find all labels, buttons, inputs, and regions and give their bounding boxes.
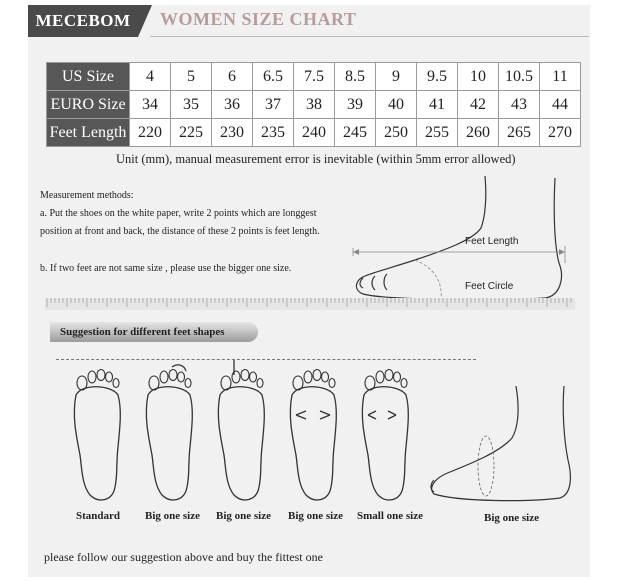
shape-label-standard: Standard (76, 510, 121, 522)
size-cell: 42 (458, 91, 499, 119)
size-cell: 11 (540, 63, 581, 91)
side-foot-illustration (420, 380, 580, 505)
size-cell: 8.5 (335, 63, 376, 91)
foot-measure-illustration (345, 168, 575, 303)
foot-shapes-illustration (60, 355, 420, 505)
feet-circle-label: Feet Circle (465, 281, 514, 292)
size-cell: 255 (417, 119, 458, 147)
shape-label-big-2: Big one size (216, 510, 271, 522)
size-row (47, 119, 581, 147)
size-cell: 6 (212, 63, 253, 91)
size-cell: 6.5 (253, 63, 294, 91)
size-cell: 5 (171, 63, 212, 91)
shape-label-side-big: Big one size (484, 512, 539, 524)
feet-length-label: Feet Length (465, 236, 519, 247)
size-cell: 38 (294, 91, 335, 119)
size-cell: 34 (130, 91, 171, 119)
measurement-step-b: b. If two feet are not same size , please use the bigger one size. (40, 263, 292, 274)
size-table (46, 62, 581, 147)
size-row-label: EURO Size (47, 91, 130, 119)
size-cell: 10.5 (499, 63, 540, 91)
shape-label-big-3: Big one size (288, 510, 343, 522)
size-cell: 260 (458, 119, 499, 147)
size-cell: 225 (171, 119, 212, 147)
size-cell: 36 (212, 91, 253, 119)
title-divider (150, 36, 589, 37)
size-row-label: Feet Length (47, 119, 130, 147)
size-cell: 9.5 (417, 63, 458, 91)
size-cell: 240 (294, 119, 335, 147)
size-cell: 44 (540, 91, 581, 119)
suggestion-banner: Suggestion for different feet shapes (50, 322, 258, 342)
shape-label-big-1: Big one size (145, 510, 200, 522)
size-cell: 9 (376, 63, 417, 91)
size-cell: 7.5 (294, 63, 335, 91)
size-row (47, 91, 581, 119)
chart-title: WOMEN SIZE CHART (160, 9, 357, 29)
size-row-label: US Size (47, 63, 130, 91)
size-cell: 220 (130, 119, 171, 147)
size-cell: 40 (376, 91, 417, 119)
ruler (45, 298, 575, 312)
size-cell: 37 (253, 91, 294, 119)
size-cell: 270 (540, 119, 581, 147)
size-cell: 35 (171, 91, 212, 119)
measurement-title: Measurement methods: (40, 190, 134, 201)
size-cell: 43 (499, 91, 540, 119)
size-cell: 250 (376, 119, 417, 147)
size-cell: 245 (335, 119, 376, 147)
footer-note: please follow our suggestion above and buy the fittest one (44, 550, 323, 564)
size-cell: 4 (130, 63, 171, 91)
size-cell: 41 (417, 91, 458, 119)
size-cell: 10 (458, 63, 499, 91)
size-cell: 235 (253, 119, 294, 147)
brand-notch (138, 5, 152, 37)
size-cell: 265 (499, 119, 540, 147)
unit-note: Unit (mm), manual measurement error is inevitable (within 5mm error allowed) (116, 152, 516, 166)
size-cell: 230 (212, 119, 253, 147)
brand-label: MECEBOM (28, 5, 138, 37)
measurement-step-a-line2: position at front and back, the distance of these 2 points is feet length. (40, 226, 320, 237)
size-row (47, 63, 581, 91)
size-cell: 39 (335, 91, 376, 119)
measurement-step-a-line1: a. Put the shoes on the white paper, write 2 points which are longgest (40, 208, 317, 219)
shape-label-small: Small one size (357, 510, 423, 522)
